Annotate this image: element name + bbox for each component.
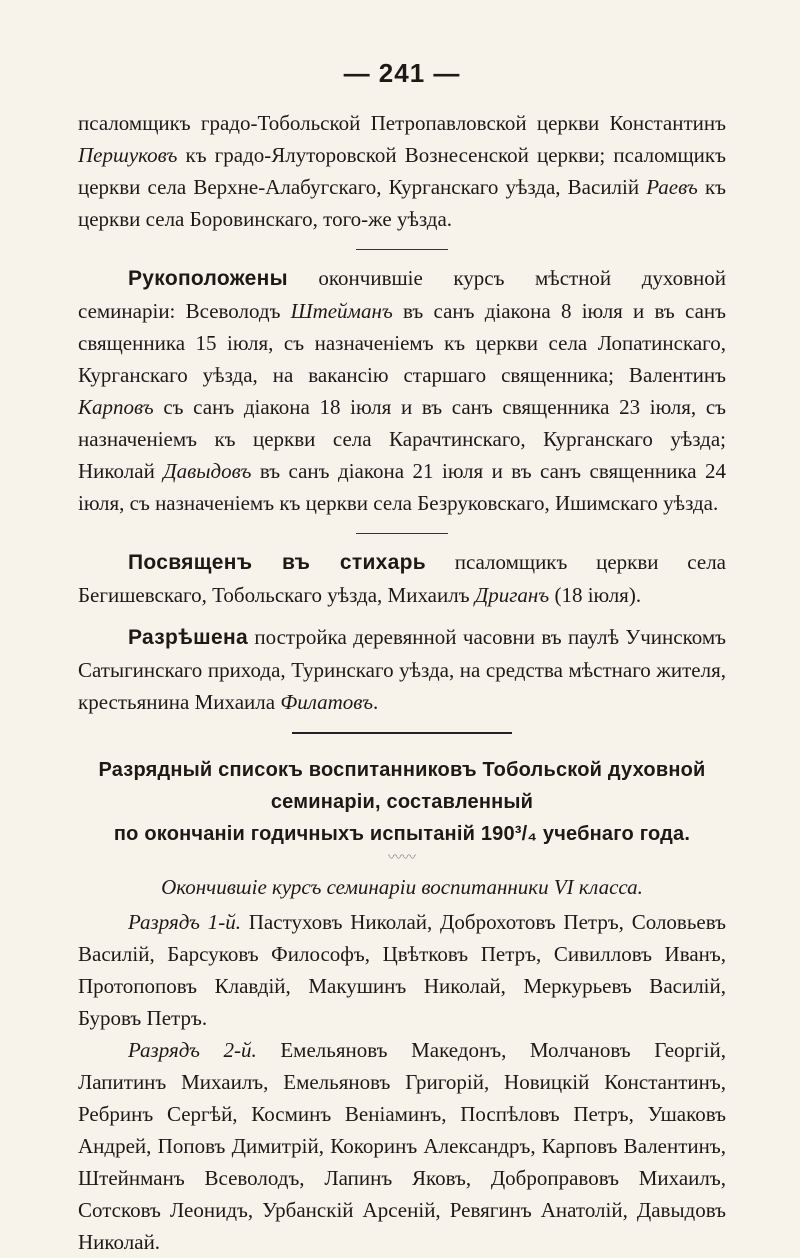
surname: Дриганъ bbox=[474, 583, 550, 607]
paragraph-lead: Посвященъ въ стихарь bbox=[128, 551, 426, 574]
section-divider bbox=[356, 249, 448, 250]
ornament: 〰〰 bbox=[388, 851, 416, 866]
surname: Филатовъ bbox=[280, 690, 374, 714]
paragraph-lead: Разрѣшена bbox=[128, 626, 248, 649]
section-divider bbox=[356, 533, 448, 534]
paragraph-chapel-permission bbox=[78, 621, 726, 718]
section-heading-line: Разрядный списокъ воспитанниковъ Тобольской духовной семинаріи, составленный bbox=[98, 759, 706, 813]
text-run: псаломщикъ градо-Тобольской Петропавловской церкви Константинъ bbox=[78, 111, 726, 135]
rank-2-list bbox=[78, 1034, 726, 1258]
rank-names: Емельяновъ Македонъ, Молчановъ Георгій, Лапитинъ Михаилъ, Емельяновъ Григорій, Новицкій Константинъ, Ребринъ Сергѣй, Косминъ Веніаминъ, Поспѣловъ Петръ, Ушаковъ Андрей, Поповъ Димитрій, Кокоринъ Александръ, Карповъ Валентинъ, Штейнманъ Всеволодъ, Лапинъ Яковъ, Доброправовъ Михаилъ, Сотсковъ Леонидъ, Урбанскій Арсеній, Ревягинъ Анатолій, Давыдовъ Николай. bbox=[78, 1038, 726, 1254]
text-run: съ санъ діакона 18 іюля и въ санъ священника 23 іюля, съ назначеніемъ къ церкви села Карачтинскаго, Курганскаго уѣзда; Николай bbox=[78, 395, 726, 483]
rank-1-list bbox=[78, 906, 726, 1034]
class-subheading: Окончившіе курсъ семинаріи воспитанники VI класса. bbox=[161, 875, 643, 899]
paragraph-appointments bbox=[78, 107, 726, 235]
page-number: — 241 — bbox=[343, 58, 461, 88]
text-run: . bbox=[373, 690, 379, 714]
text-run: въ санъ діакона 8 іюля и въ санъ священника 15 іюля, съ назначеніемъ къ церкви села Лопатинскаго, Курганскаго уѣзда, на вакансію старшаго священника; Валентинъ bbox=[78, 299, 726, 387]
surname: Штейманъ bbox=[290, 299, 393, 323]
surname: Карповъ bbox=[78, 395, 154, 419]
paragraph-lead: Рукоположены bbox=[128, 267, 288, 290]
surname: Першуковъ bbox=[78, 143, 178, 167]
text-run: постройка деревянной часовни въ паулѣ Учинскомъ Сатыгинскаго прихода, Туринскаго уѣзда, на средства мѣстнаго жителя, крестьянина Михаила bbox=[78, 625, 726, 714]
rank-label: Разрядъ 1-й. bbox=[128, 910, 241, 934]
rank-label: Разрядъ 2-й. bbox=[128, 1038, 257, 1062]
section-heading-line: по окончаніи годичныхъ испытаній 190³/₄ учебнаго года. bbox=[113, 823, 691, 845]
paragraph-ordinations bbox=[78, 262, 726, 519]
surname: Раевъ bbox=[646, 175, 698, 199]
text-run: въ санъ діакона 21 іюля и въ санъ священника 24 іюля, съ назначеніемъ къ церкви села Безруковскаго, Ишимскаго уѣзда. bbox=[78, 459, 726, 515]
surname: Давыдовъ bbox=[163, 459, 252, 483]
text-run: окончившіе курсъ мѣстной духовной семинаріи: Всеволодъ bbox=[78, 266, 726, 323]
section-heading bbox=[78, 754, 726, 850]
text-run: къ церкви села Боровинскаго, того-же уѣзда. bbox=[78, 175, 727, 231]
paragraph-sticharion bbox=[78, 546, 726, 611]
text-run: къ градо-Ялуторовской Вознесенской церкви; псаломщикъ церкви села Верхне-Алабугскаго, Курганскаго уѣзда, Василій bbox=[78, 143, 726, 199]
section-divider bbox=[292, 732, 512, 734]
text-run: псаломщикъ церкви села Бегишевскаго, Тобольскаго уѣзда, Михаилъ bbox=[78, 550, 726, 607]
text-run: (18 іюля). bbox=[549, 583, 642, 607]
rank-names: Пастуховъ Николай, Доброхотовъ Петръ, Соловьевъ Василій, Барсуковъ Философъ, Цвѣтковъ Петръ, Сивилловъ Иванъ, Протопоповъ Клавдій, Макушинъ Николай, Меркурьевъ Василій, Буровъ Петръ. bbox=[78, 910, 726, 1030]
